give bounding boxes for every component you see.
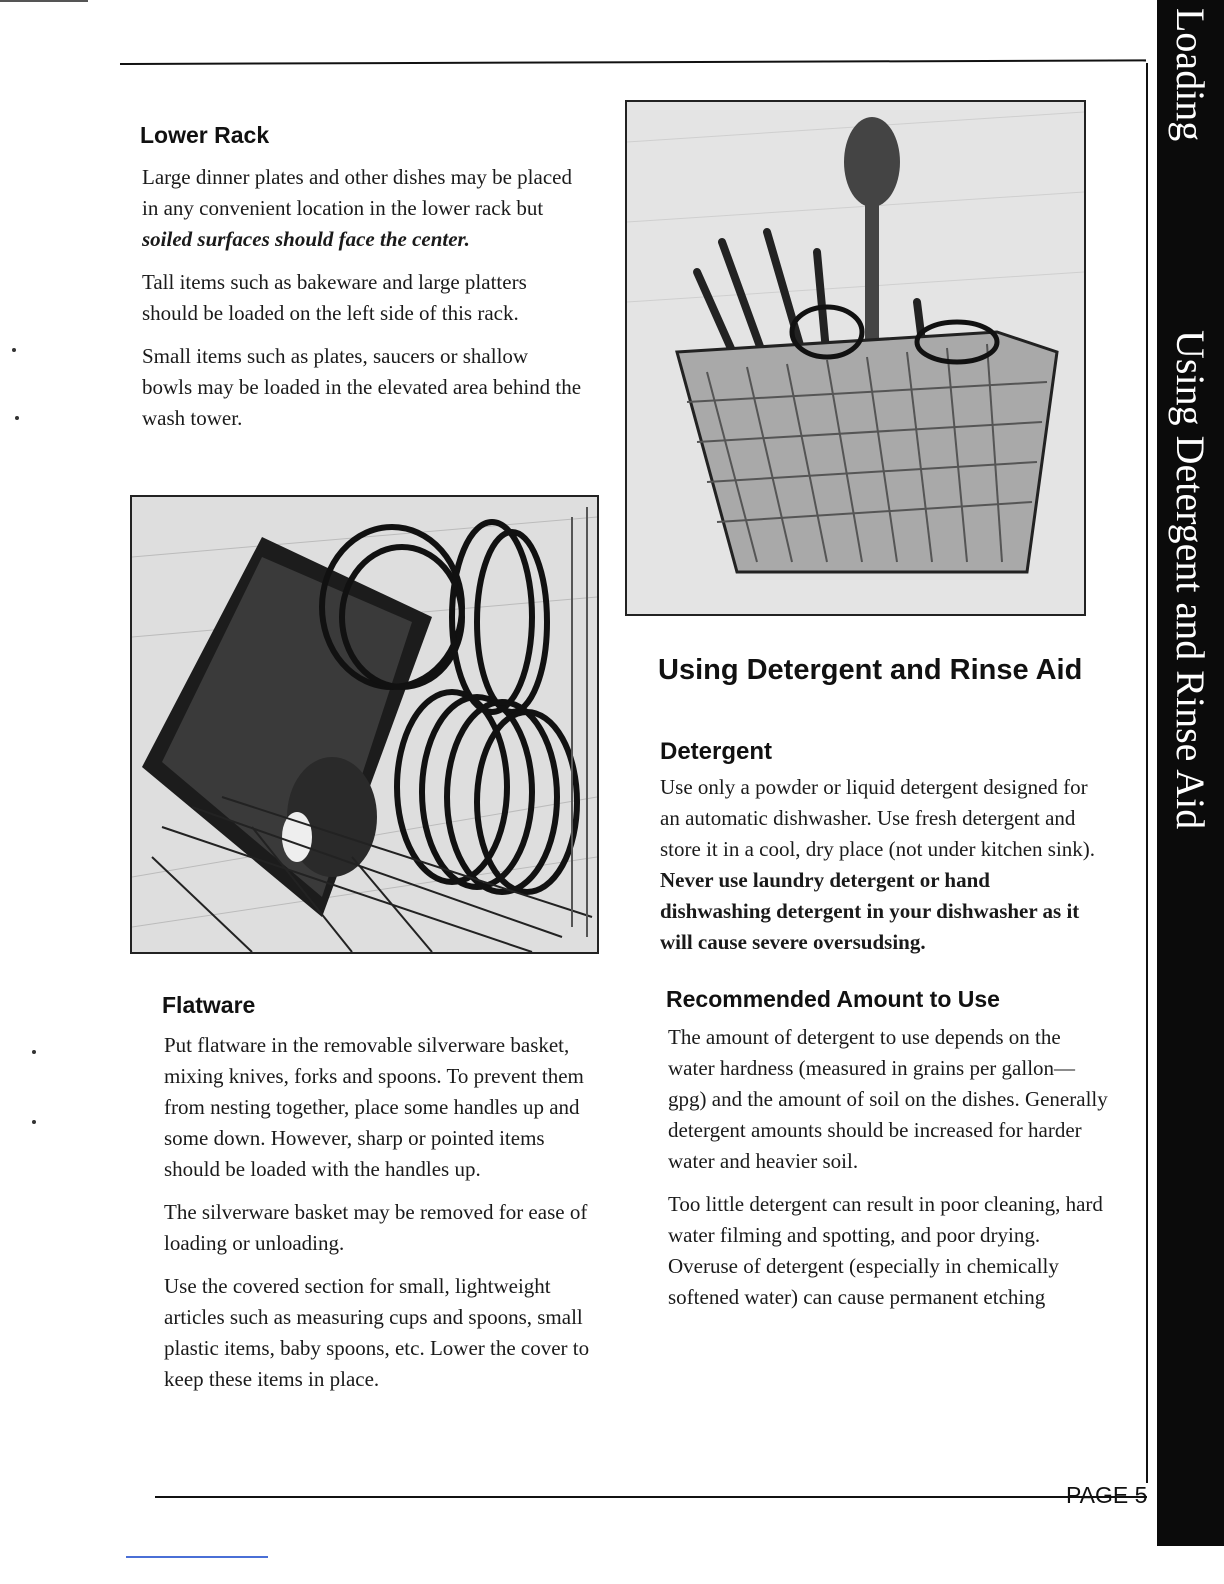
margin-dot	[15, 416, 19, 420]
flatware-text	[164, 1030, 594, 1407]
recommended-amount-p2: Too little detergent can result in poor cleaning, hard water filming and spotting, and poor drying. Overuse of detergent (especially in chemically softened water) can cause permanent etching	[668, 1192, 1103, 1309]
lower-rack-text	[142, 162, 582, 446]
corner-mark	[0, 0, 88, 2]
recommended-amount-p1: The amount of detergent to use depends on the water hardness (measured in grains per gallon—gpg) and the amount of soil on the dishes. Generally detergent amounts should be increased for harder water and heavier soil.	[668, 1025, 1108, 1173]
silverware-basket-illustration	[625, 100, 1086, 616]
detergent-p1-warning: Never use laundry detergent or hand dishwashing detergent in your dishwasher as it will cause severe oversudsing.	[660, 868, 1080, 954]
silverware-basket-drawing	[627, 102, 1084, 614]
lower-rack-p3: Small items such as plates, saucers or shallow bowls may be loaded in the elevated area behind the wash tower.	[142, 344, 582, 430]
bottom-rule	[155, 1496, 1147, 1498]
lower-rack-p1-emphasis: soiled surfaces should face the center.	[142, 227, 470, 251]
flatware-p3: Use the covered section for small, lightweight articles such as measuring cups and spoons, small plastic items, baby spoons, etc. Lower the cover to keep these items in place.	[164, 1274, 590, 1391]
flatware-heading: Flatware	[162, 992, 256, 1018]
margin-dot	[32, 1050, 36, 1054]
side-tab-bar	[1157, 0, 1224, 1546]
page-number: PAGE 5	[1066, 1482, 1148, 1508]
lower-rack-illustration	[130, 495, 599, 954]
margin-dot	[32, 1120, 36, 1124]
lower-rack-p1	[142, 162, 582, 255]
tab-loading[interactable]: Loading	[1168, 8, 1213, 142]
detergent-text	[660, 772, 1100, 970]
flatware-p2: The silverware basket may be removed for ease of loading or unloading.	[164, 1200, 588, 1255]
right-rule	[1146, 63, 1148, 1483]
detergent-section-heading: Using Detergent and Rinse Aid	[658, 654, 1083, 686]
detergent-subheading: Detergent	[660, 738, 773, 765]
lower-rack-drawing	[132, 497, 597, 952]
detergent-p1	[660, 772, 1100, 958]
tab-detergent[interactable]: Using Detergent and Rinse Aid	[1168, 330, 1213, 830]
lower-rack-p2: Tall items such as bakeware and large platters should be loaded on the left side of this rack.	[142, 270, 527, 325]
scan-mark	[126, 1556, 268, 1558]
lower-rack-heading: Lower Rack	[140, 122, 270, 148]
flatware-p1: Put flatware in the removable silverware basket, mixing knives, forks and spoons. To prevent them from nesting together, place some handles up and some down. However, sharp or pointed items should be loaded with the handles up.	[164, 1033, 584, 1181]
recommended-amount-text	[668, 1022, 1108, 1325]
detergent-p1-text: Use only a powder or liquid detergent designed for an automatic dishwasher. Use fresh detergent and store it in a cool, dry place (not under kitchen sink).	[660, 775, 1096, 861]
margin-dot	[12, 348, 16, 352]
recommended-amount-subheading: Recommended Amount to Use	[666, 986, 1000, 1012]
top-rule	[120, 59, 1146, 65]
lower-rack-p1-text: Large dinner plates and other dishes may be placed in any convenient location in the lower rack but	[142, 165, 572, 220]
